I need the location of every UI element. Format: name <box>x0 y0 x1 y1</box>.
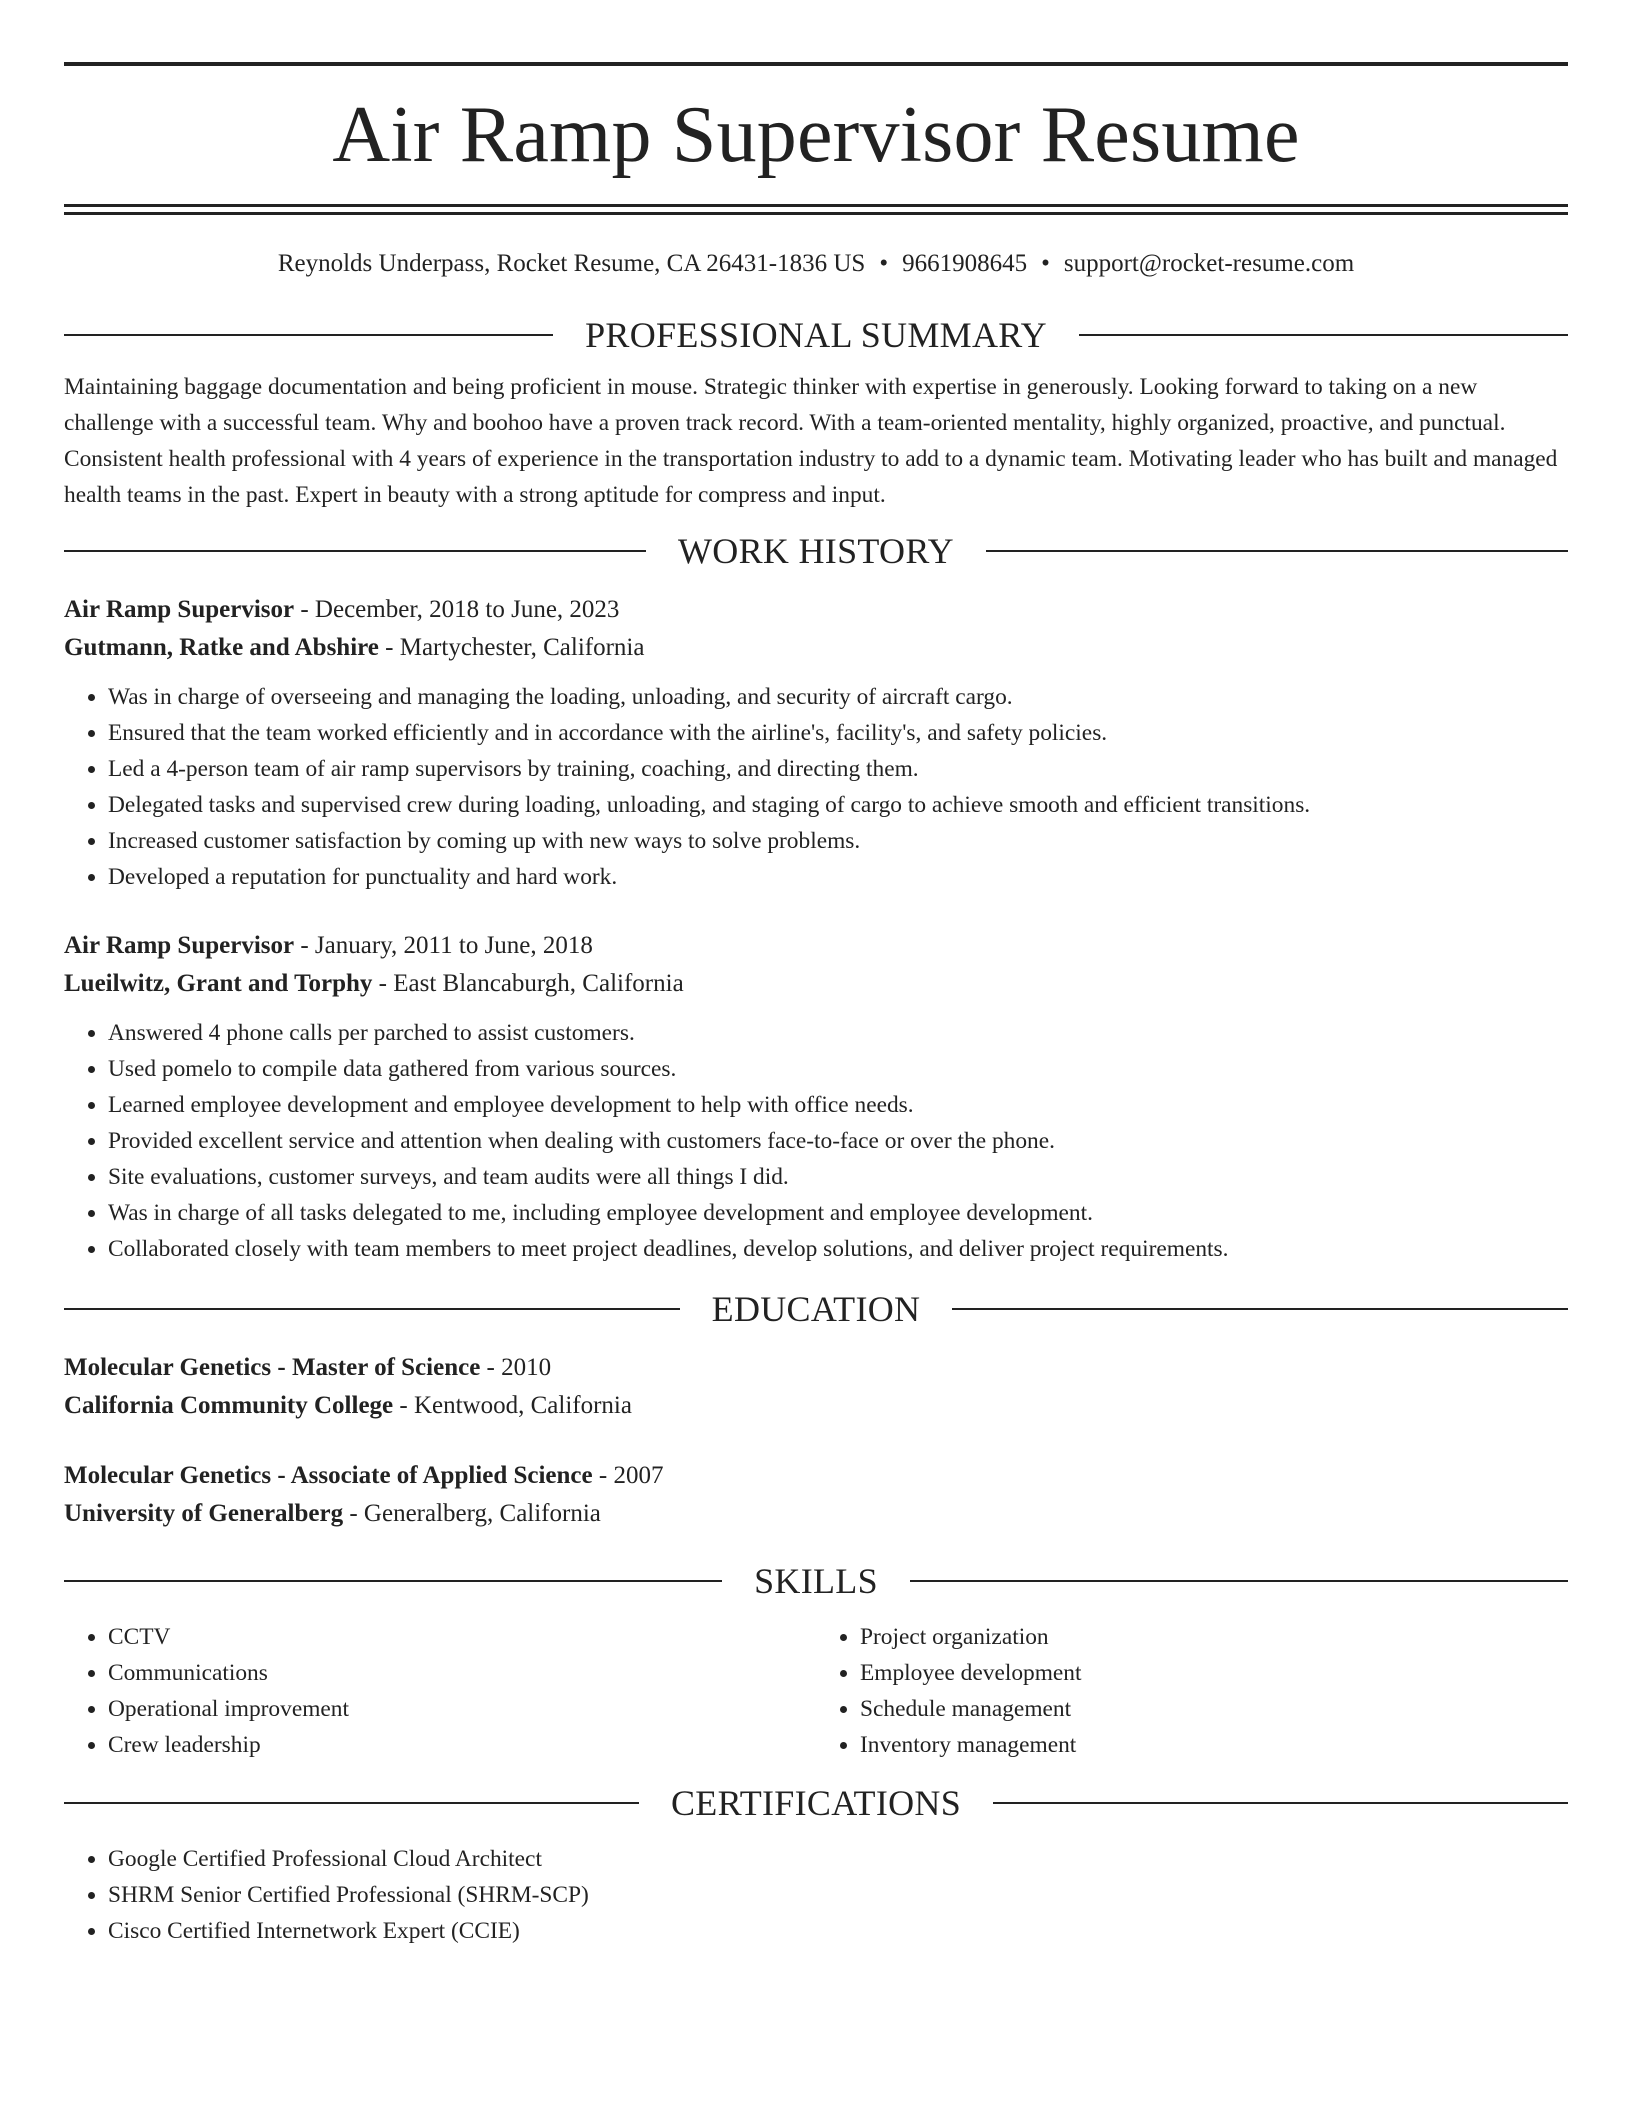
list-item: • Ensured that the team worked efficiently and in accordance with the airline's, facility's, and safety policies. <box>108 715 1568 751</box>
heading-rule <box>64 1802 639 1804</box>
degree-line <box>64 1457 1568 1495</box>
school-location: - Generalberg, California <box>343 1500 601 1527</box>
heading-rule <box>1079 334 1568 336</box>
heading-rule <box>986 550 1568 552</box>
school: University of Generalberg <box>64 1500 344 1527</box>
skills-heading: SKILLS <box>754 1561 878 1601</box>
job-title-line <box>64 591 1568 629</box>
list-item: • Increased customer satisfaction by coming up with new ways to solve problems. <box>108 823 1568 859</box>
education-entry <box>64 1349 1568 1425</box>
skill-item: • Employee development <box>860 1655 1568 1691</box>
job-dates: - January, 2011 to June, 2018 <box>294 932 593 959</box>
heading-rule <box>64 1580 722 1582</box>
heading-rule <box>910 1580 1568 1582</box>
list-item: • Was in charge of all tasks delegated to me, including employee development and employee development. <box>108 1195 1568 1231</box>
contact-separator: • <box>1041 250 1050 277</box>
heading-rule <box>64 334 553 336</box>
list-item: • Answered 4 phone calls per parched to assist customers. <box>108 1015 1568 1051</box>
list-item: • Was in charge of overseeing and managing the loading, unloading, and security of aircraft cargo. <box>108 679 1568 715</box>
skills-right-column <box>816 1619 1568 1763</box>
job-location: - Martychester, California <box>378 634 645 661</box>
certifications-list <box>64 1841 1568 1949</box>
list-item: • Provided excellent service and attention when dealing with customers face-to-face or over the phone. <box>108 1123 1568 1159</box>
degree-line <box>64 1349 1568 1387</box>
resume-page <box>64 62 1568 1949</box>
certification-item: • SHRM Senior Certified Professional (SHRM-SCP) <box>108 1877 1568 1913</box>
job-entry <box>64 927 1568 1267</box>
skill-item: • Operational improvement <box>108 1691 816 1727</box>
job-company: Lueilwitz, Grant and Torphy <box>64 970 373 997</box>
job-bullets <box>64 679 1568 895</box>
list-item: • Used pomelo to compile data gathered from various sources. <box>108 1051 1568 1087</box>
job-location: - East Blancaburgh, California <box>372 970 684 997</box>
heading-rule <box>952 1308 1568 1310</box>
resume-title: Air Ramp Supervisor Resume <box>332 91 1300 179</box>
skills-section-heading <box>64 1561 1568 1601</box>
list-item: • Developed a reputation for punctuality and hard work. <box>108 859 1568 895</box>
education-entry <box>64 1457 1568 1533</box>
skill-item: • CCTV <box>108 1619 816 1655</box>
certification-item: • Google Certified Professional Cloud Architect <box>108 1841 1568 1877</box>
school-line <box>64 1387 1568 1425</box>
skill-item: • Project organization <box>860 1619 1568 1655</box>
work-section-heading <box>64 531 1568 571</box>
skill-item: • Inventory management <box>860 1727 1568 1763</box>
contact-email: support@rocket-resume.com <box>1063 250 1355 277</box>
heading-rule <box>64 550 646 552</box>
summary-text: Maintaining baggage documentation and being proficient in mouse. Strategic thinker with expertise in generously. Looking forward to taking on a new challenge with a successful team. Why and boohoo have a proven track record. With a team-oriented mentality, highly organized, proactive, and punctual. Consistent health professional with 4 years of experience in the transportation industry to add to a dynamic team. Motivating leader who has built and managed health teams in the past. Expert in beauty with a strong aptitude for compress and input. <box>64 374 1558 508</box>
job-dates: - December, 2018 to June, 2023 <box>294 596 620 623</box>
heading-rule <box>64 1308 680 1310</box>
list-item: • Led a 4-person team of air ramp supervisors by training, coaching, and directing them. <box>108 751 1568 787</box>
degree-year: - 2010 <box>480 1354 552 1381</box>
work-heading: WORK HISTORY <box>678 531 954 571</box>
certifications-heading: CERTIFICATIONS <box>670 1783 962 1823</box>
skills-grid <box>64 1619 1568 1763</box>
summary-section-heading <box>64 315 1568 355</box>
degree: Molecular Genetics - Associate of Applied Science <box>64 1462 593 1489</box>
school-location: - Kentwood, California <box>393 1392 632 1419</box>
list-item: • Collaborated closely with team members to meet project deadlines, develop solutions, and deliver project requirements. <box>108 1231 1568 1267</box>
certifications-section-heading <box>64 1783 1568 1823</box>
contact-address: Reynolds Underpass, Rocket Resume, CA 26431-1836 US <box>277 250 866 277</box>
job-bullets <box>64 1015 1568 1267</box>
degree-year: - 2007 <box>592 1462 664 1489</box>
contact-phone: 9661908645 <box>902 250 1028 277</box>
education-section-heading <box>64 1289 1568 1329</box>
job-company: Gutmann, Ratke and Abshire <box>64 634 379 661</box>
top-rule <box>64 62 1568 66</box>
school: California Community College <box>64 1392 394 1419</box>
skill-item: • Crew leadership <box>108 1727 816 1763</box>
skills-left-column <box>64 1619 816 1763</box>
school-line <box>64 1495 1568 1533</box>
list-item: • Delegated tasks and supervised crew during loading, unloading, and staging of cargo to achieve smooth and efficient transitions. <box>108 787 1568 823</box>
title-double-rule <box>64 204 1568 215</box>
contact-line <box>64 249 1568 279</box>
job-entry <box>64 591 1568 895</box>
job-title: Air Ramp Supervisor <box>64 932 295 959</box>
list-item: • Learned employee development and employee development to help with office needs. <box>108 1087 1568 1123</box>
contact-separator: • <box>879 250 889 277</box>
list-item: • Site evaluations, customer surveys, and team audits were all things I did. <box>108 1159 1568 1195</box>
skill-item: • Communications <box>108 1655 816 1691</box>
job-title: Air Ramp Supervisor <box>64 596 295 623</box>
education-heading: EDUCATION <box>711 1289 921 1329</box>
heading-rule <box>993 1802 1568 1804</box>
certification-item: • Cisco Certified Internetwork Expert (CCIE) <box>108 1913 1568 1949</box>
job-company-line <box>64 965 1568 1003</box>
skill-item: • Schedule management <box>860 1691 1568 1727</box>
job-title-line <box>64 927 1568 965</box>
summary-heading: PROFESSIONAL SUMMARY <box>585 315 1047 355</box>
job-company-line <box>64 629 1568 667</box>
degree: Molecular Genetics - Master of Science <box>64 1354 481 1381</box>
